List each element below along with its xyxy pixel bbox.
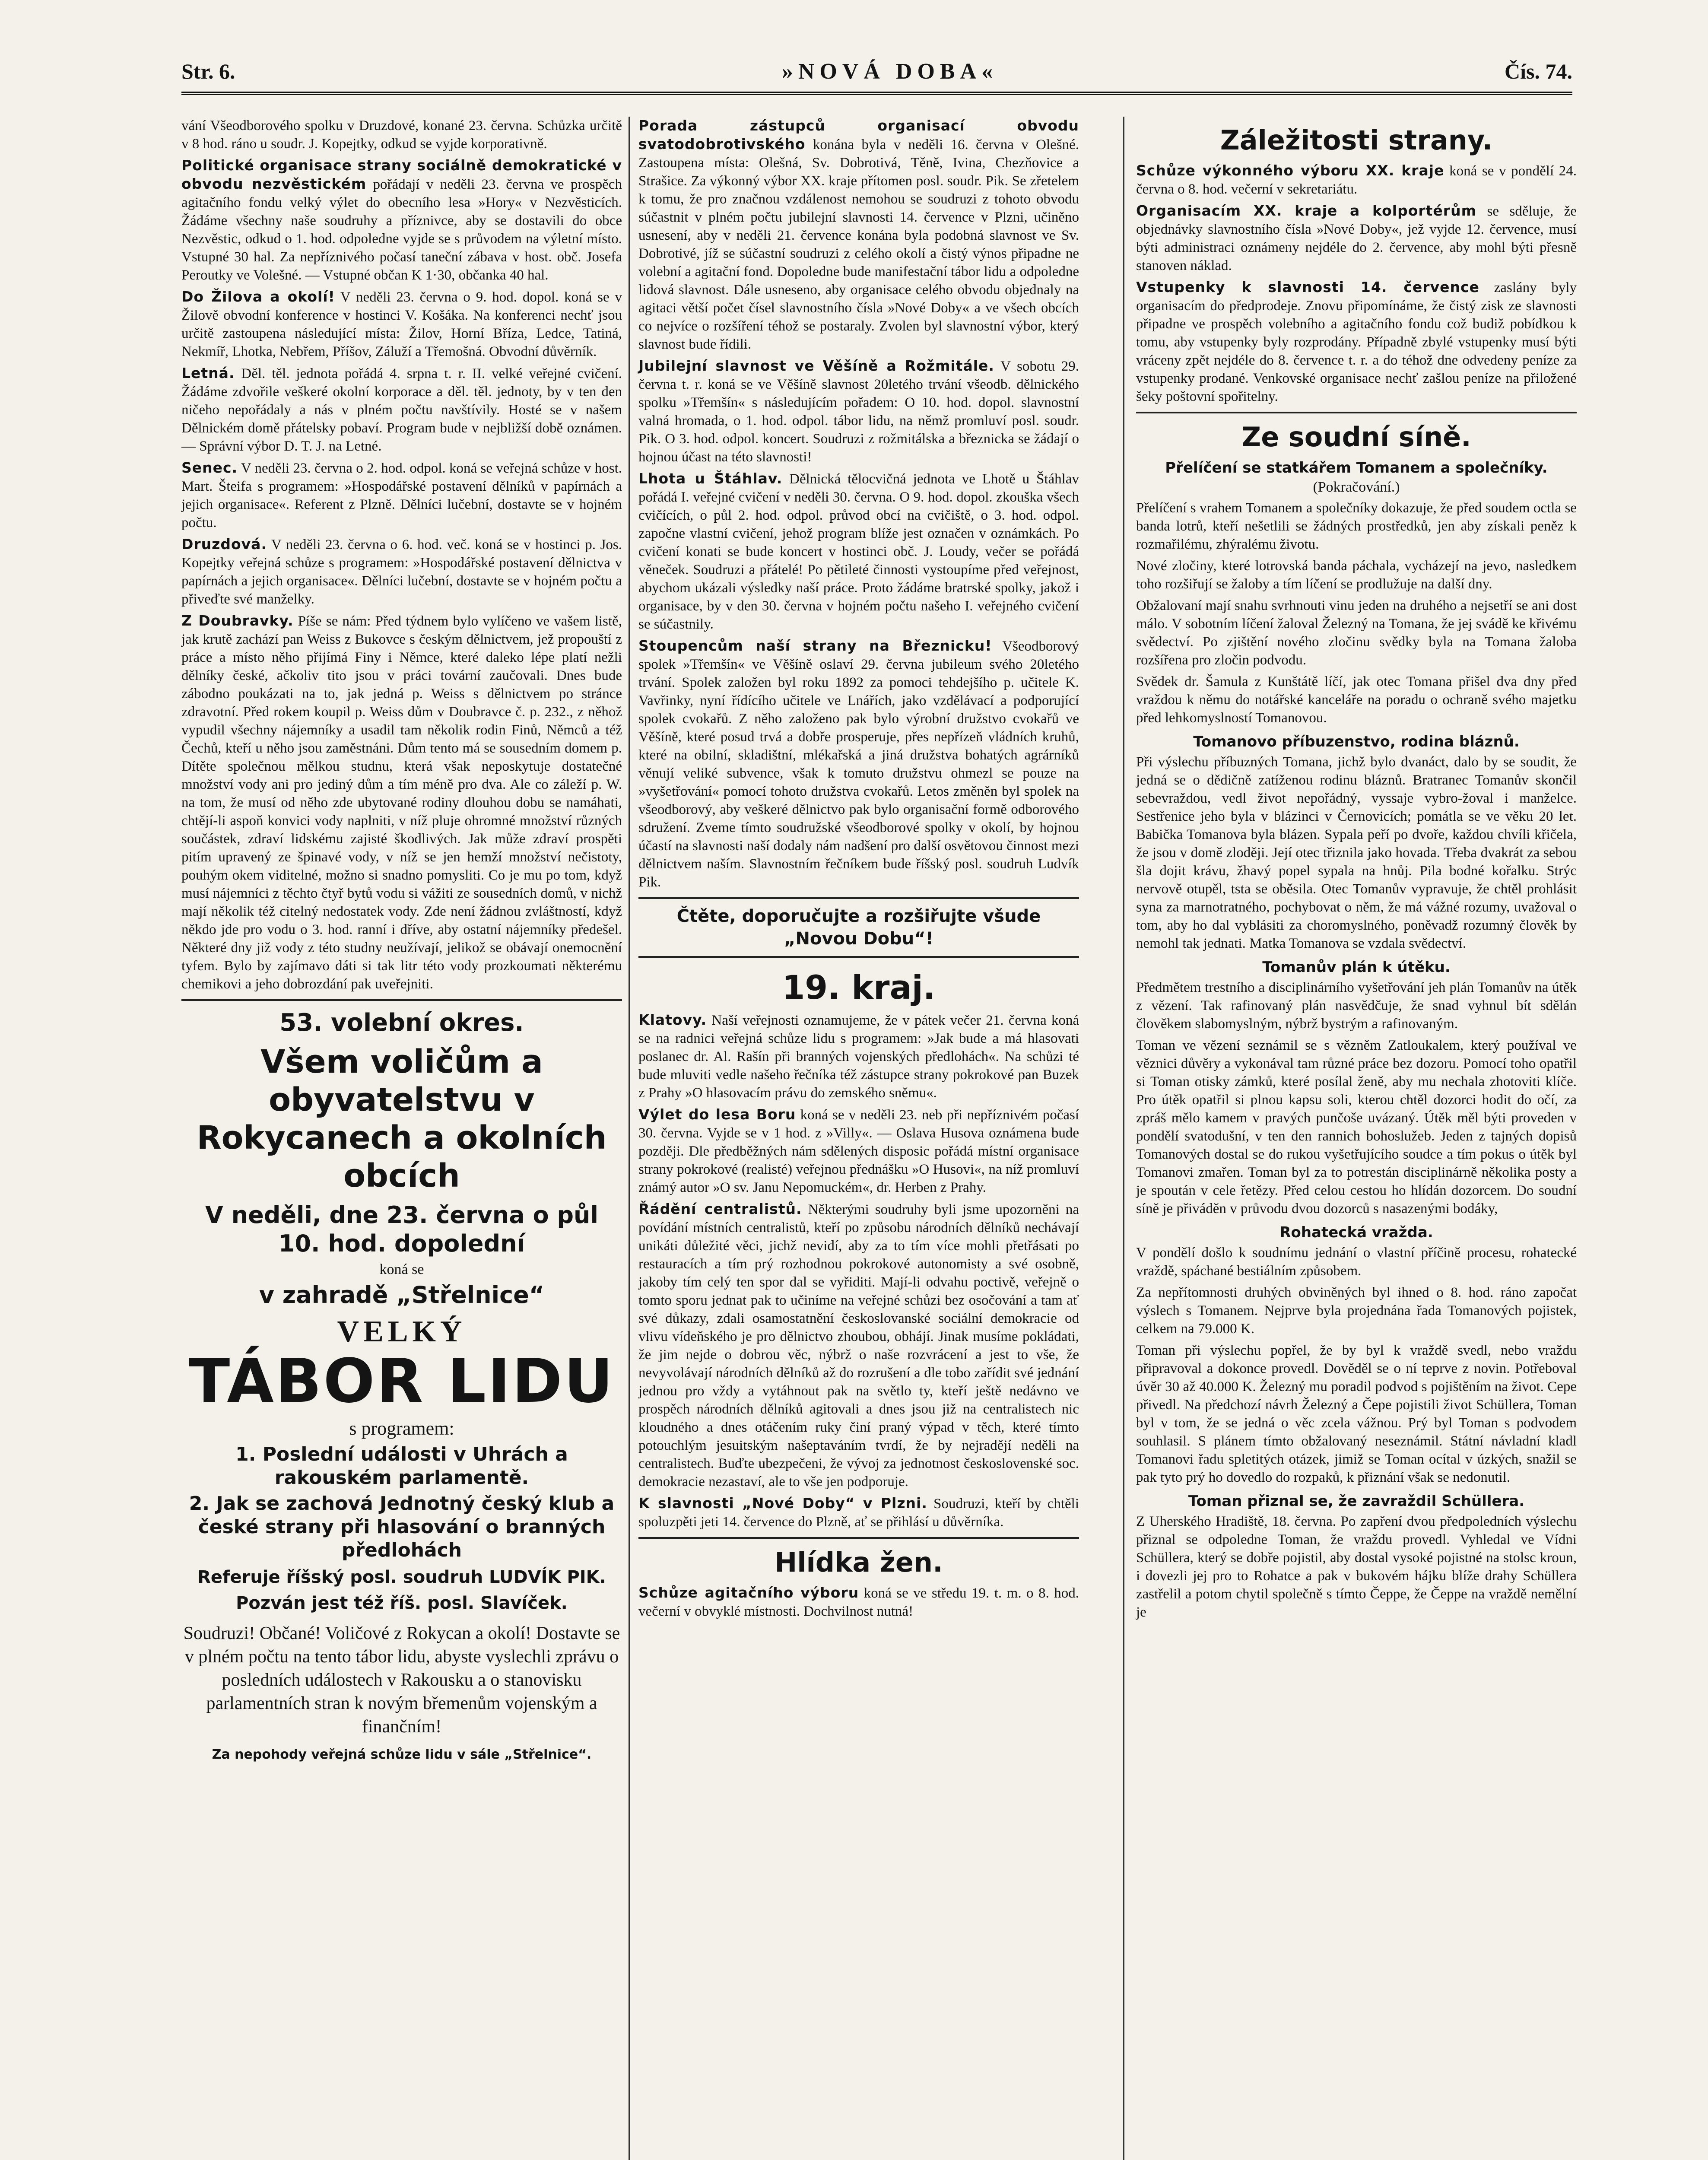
article — [638, 117, 1079, 353]
article — [181, 459, 622, 532]
article-text: Děl. těl. jednota pořádá 4. srpna t. r. II. velké veřejné cvičení. Žádáme zdvořile veškeré okolní korporace a děl. těl. jednoty, by v ten den ničeho nepořádaly a nás v plném počtu navštívily. Hosté se v našem Dělnickém domě přátelsky pobaví. Program bude v nejbližší době oznámen. — Správní výbor D. T. J. na Letné. — [181, 366, 622, 454]
article — [1136, 162, 1577, 198]
article-text: pořádají v neděli 23. června ve prospěch agitačního fondu velký výlet do obecního lesa »Hory« v Nezvěsticích. Žádáme všechny naše soudruhy a příznivce, aby se dostavili do obce Nezvěstic, odkud o 1. hod. odpoledne vyjde se s průvodem na výletní místo. Vstupné 30 hal. Za nepříznivého počasí taneční zábava v host. obč. Josefa Peroutky ve Volešné. — Vstupné občan K 1·30, občanka 40 hal. — [181, 177, 622, 283]
article-text: Přelíčení s vrahem Tomanem a společníky dokazuje, že před soudem octla se banda lotrů, kteří nešetlili se žádných prostředků, jen aby získali peněz k rozmařilému, zhýralému životu. — [1136, 500, 1577, 552]
article-text: V neděli 23. června o 6. hod. več. koná se v hostinci p. Jos. Kopejtky veřejná schůze s programem: »Hospodářské postavení dělnictva v papírnách a jejich organisace«. Dělníci lučební, dostavte se v hojném počtu a přiveďte své manželky. — [181, 537, 622, 607]
ad-tabor-lidu: TÁBOR LIDU — [188, 1346, 615, 1417]
article-text: zaslány byly organisacím do předprodeje. Znovu připomínáme, že čistý zisk ze slavnosti připadne ve prospěch volebního a agitačního fondu což budiž pobídkou k tomu, aby vstupenky byly rozprodány. Případně zbylé vstupenky musí býti vráceny zpět nejdéle do 8. července t. r. a do téhož dne odvedeny peníze za vstupenky prodané. Venkovské organisace nechť zašlou peníze na přiložené šeky poštovní spořitelny. — [1136, 280, 1577, 404]
article-heading: Organisacím XX. kraje a kolportérům — [1136, 202, 1476, 219]
page-number: Str. 6. — [181, 59, 235, 83]
article-text: Za nepřítomnosti druhých obviněných byl ihned o 8. hod. ráno započat výslech s Tomanem. Nejprve byla projednána řada Tomanových pojistek, celkem na 79.000 K. — [1136, 1285, 1577, 1337]
section-divider — [638, 1537, 1079, 1539]
article-text: Soudruzi, kteří by chtěli spoluzpěti jeti 14. července do Plzně, ať se přihlásí u důvěrníka. — [638, 1496, 1079, 1530]
article-text: koná se v neděli 23. neb při nepříznivém počasí 30. června. Vyjde se v 1 hod. z »Villy«. — Oslava Husova oznámena bude později. Dle předběžných nám sdělených disposic pořádá místní organisace strany pokrokové (realisté) veřejnou přednášku »O Husovi«, na níž promluví známý autor »O sv. Janu Nepomuckém«, dr. Herben z Prahy. — [638, 1107, 1079, 1195]
article — [638, 1200, 1079, 1491]
article-text: Předmětem trestního a disciplinárního vyšetřování jeh plán Tomanův na útěk z vězení. Tak rafinovaný plán nasvědčuje, že snad vyhnul bít sdělán člověkem slabomyslným, nýbrž bystrým a rafinovaným. — [1136, 980, 1577, 1032]
article-text: Všeodborový spolek »Třemšín« ve Věšíně oslaví 29. června jubileum svého 20letého trvání. Spolek založen byl roku 1892 za pomoci tehdejšího p. učitele K. Vavřinky, nyní řídícího učitele ve Lnářích, jako vzdělávací a podporující spolek cvokařů. Z něho založeno pak bylo výrobní družstvo cvokařů ve Věšíně, které posud trvá a dobře prosperuje, přes nepřízeň vládních kruhů, které na obilní, skladištní, mlékařská a jiná družstva bohatých agrárníků věnují veliké subvence, však k tomuto družstvu ohmezl se pouze na »vyšetřování« pomocí tohoto družstva cvokařů. Letos změněn byl spolek na všeodborový, aby veškeré dělnictvo pak bylo organisační formě odborového sdružení. Zveme tímto soudružské všeodborové spolky v okolí, by hojnou účastí na slavnosti naší dodaly nám nadšení pro další osvětovou činnost mezi dělnictvem naším. Slavnostním řečníkem bude říšský posl. soudruh Ludvík Pik. — [638, 638, 1079, 890]
article-text: Toman ve vězení seznámil se s vězněm Zatloukalem, který používal ve věznici důvěry a vykonával tam různé práce bez dozoru. Pomocí toho opatřil si Toman otisky zámků, které posílal ženě, aby mu nechala zhotoviti klíče. Pro útěk opatřil si plnou kapsu soli, kterou chtěl dozorci hodit do očí, za zpráš mělo kamem v pravých punčoše uvázaný. Útěk měl býti proveden v pondělí svatodušní, v ten den rannich bohoslužeb. Jeden z tajných dopisů Tomanových dostal se do rukou vyšetřujícího soudce a tím pokus o útěk byl Tomanovi zmařen. Toman byl za to potrestán disciplinárně několika posty a je spoután v cele řetězy. Před celou cestou ho hlídán dozorcem. Do soudní síně je přiváděn v průvodu dvou dozorců s nasazenými bodáky, — [1136, 1038, 1577, 1217]
article-heading: K slavnosti „Nové Doby“ v Plzni. — [638, 1495, 927, 1512]
column-2 — [638, 117, 1079, 1624]
article-heading: Senec. — [181, 459, 238, 476]
article-text: Nové zločiny, které lotrovská banda páchala, vycházejí na jevo, nasledkem toho rozšiřují se žaloby a tím líčení se prodlužuje na další dny. — [1136, 558, 1577, 592]
column-3 — [1136, 117, 1577, 1625]
article-text: Z Uherského Hradiště, 18. června. Po zapření dvou předpoledních výslechu přiznal se odpoledne Toman, že vraždu provedl. Vyhledal ve Vídni Schüllera, který se dobře pojistil, aby dostal vysoké pojistné na stolsc kroun, i dovezli jej pro to Rohatce a pak v bukovém hájku blíže drahy Schüllera zastřelil a potom chytil společně s tímto Čeppe, že Čeppe na vraždě nemělní je — [1136, 1514, 1577, 1620]
rally-advertisement — [181, 1009, 622, 1762]
issue-number: Čís. 74. — [1505, 59, 1572, 83]
article — [638, 470, 1079, 633]
ad-headline: Všem voličům a obyvatelstvu v Rokycanech a okolních obcích — [197, 1043, 607, 1194]
article-heading: Letná. — [181, 365, 235, 381]
continuation-note: (Pokračování.) — [1313, 479, 1400, 495]
column-1 — [181, 117, 622, 1762]
article-text: Obžalovaní mají snahu svrhnouti vinu jeden na druhého a nejsetří se ani dost málo. V sobotním líčení žaloval Železný na Tomana, že jej svádě ke křivému svědectví. Po zjištění nového zločinu svědky byla na Tomana žaloba rozšířena pro zločin podvodu. — [1136, 598, 1577, 668]
section-title-hlidka-zen: Hlídka žen. — [775, 1547, 943, 1578]
article-text: Píše se nám: Před týdnem bylo vylíčeno ve vašem listě, jak krutě zachází pan Weiss z Bukovce s českým dělnictvem, jež propouští z práce a místo něho přijímá Finy i Němce, které daleko lépe platí nežli dělníky české, ačkoliv tito jsou v práci tovární zaučovali. Dnes bude zábodno poukázati na to, jak jedná p. Weiss s dělnictvem po stránce zdravotní. Před rokem koupil p. Weiss dům v Doubravce č. p. 232., z něhož vypudil všechny nájemníky a usadil tam několik rodin Finů, Němců a též Čechů, kteří u něho jsou zaměstnáni. Dům tento má se sousedním domem p. Dítěte společnou mělkou studnu, která však neposkytuje dostatečné množství vody ani pro jediný dům a tím méně pro dva. Ale co záleží p. W. na tom, že musí od něho zde ubytované rodiny dlouhou dobu se namáhati, chtějí-li aspoň konvici vody naplniti, v níž pluje ohromné množství různých součástek, zdraví lidskému zajisté škodlivých. Jak může zdraví prospěti pitím upravený ze špinavé vody, v níž se jen hemží množství nečistoty, pouhým okem viditelné, možno si snadno pomysliti. Co je mu po tom, když musí nájemníci z těchto čtyř bytů vodu si vážiti ze sousedních domů, v nichž mají několik též citelný nedostatek vody. Zde není žádnou zvláštností, když někdo jde pro vodu o 3. hod. ranní i dříve, aby ostatní nájemníky předešel. Některé dny již vody z této studny neužívají, jelikož se obávají onemocnění tyfem. Bylo by zajímavo dáti si tak litr této vody prozkoumati některému chemikovi a jeho dobrozdání pak uveřejniti. — [181, 613, 622, 992]
ad-district: 53. volební okres. — [279, 1009, 524, 1037]
article-heading: Schůze agitačního výboru — [638, 1584, 859, 1601]
ad-appeal: Soudruzi! Občané! Voličové z Rokycan a okolí! Dostavte se v plném počtu na tento tábor lidu, abyste vyslechli zprávu o posledních událostech v Rakousku a o stanovisku parlamentních stran k novým břemenům vojenským a finančním! — [183, 1623, 620, 1737]
article-heading: Do Žilova a okolí! — [181, 288, 335, 305]
ad-program-item: 2. Jak se zachová Jednotný český klub a české strany při hlasování o branných předlohách — [189, 1493, 615, 1561]
section-divider — [638, 956, 1079, 958]
section-divider — [638, 897, 1079, 899]
article — [638, 1105, 1079, 1197]
section-title-courtroom: Ze soudní síně. — [1241, 421, 1471, 453]
ad-speaker: Referuje říšský posl. soudruh LUDVÍK PIK. — [197, 1567, 606, 1587]
article-text: se sděluje, že objednávky slavnostního čísla »Nové Doby«, jež vyjde 12. července, musí býti administraci oznámeny nejdéle do 2. července, aby mohl býti přesně stanoven náklad. — [1136, 203, 1577, 273]
article — [1136, 278, 1577, 406]
article-heading: Porada zástupců organisací obvodu svatodobrotivského — [638, 117, 1079, 152]
article-text: Dělnická tělocvičná jednota ve Lhotě u Štáhlav pořádá I. veřejné cvičení v neděli 30. června. O 9. hod. dopol. zkouška všech cvičících, o půl 2. hod. odpol. průvod obcí na cvičiště, o 3. hod. odpol. započne vlastní cvičení, jehož program blíže jest označen v oznámkách. Po cvičení konati se bude koncert v hostinci obč. J. Loudy, večer se pořádá věneček. Soudruzi a přátelé! Po pětileté činnosti vystoupíme před veřejnost, abychom ukázali výsledky naší práce. Proto žádáme bratrské spolky, jakož i organisace, by v den 30. června v hojném počtu našeho I. veřejného cvičení se súčastnily. — [638, 471, 1079, 632]
article-text: koná se ve středu 19. t. m. o 8. hod. večerní v obvyklé místnosti. Dochvilnost nutná! — [638, 1585, 1079, 1619]
article-heading: Vstupenky k slavnosti 14. července — [1136, 279, 1479, 295]
article-text: V neděli 23. června o 2. hod. odpol. koná se veřejná schůze v host. Mart. Šteifa s programem: »Hospodářské postavení dělníků v papírnách a jejich organisace«. Referent z Plzně. Dělníci lučební, dostavte se v hojném počtu. — [181, 461, 622, 530]
article-signature: Obvodní důvěrník. — [489, 344, 597, 359]
article-text: Svědek dr. Šamula z Kunštátě líčí, jak otec Tomana přišel dva dny před vraždou k němu do notářské kanceláře na poradu o ochraně svého majetku před lehkomyslností Tomanovou. — [1136, 674, 1577, 726]
article — [181, 364, 622, 455]
article-subheading: Přelíčení se statkářem Tomanem a společníky. — [1165, 459, 1548, 476]
article-heading: Druzdová. — [181, 536, 267, 553]
article-heading: Schůze výkonného výboru XX. kraje — [1136, 162, 1444, 179]
article — [181, 156, 622, 284]
article-text: V pondělí došlo k soudnímu jednání o vlastní příčině procesu, rohatecké vraždě, spáchané bestiálním způsobem. — [1136, 1245, 1577, 1279]
article-heading: Politické organisace strany sociálně demokratické v obvodu nezvěstickém — [181, 157, 622, 192]
article-heading: Jubilejní slavnost ve Věšíně a Rožmitále. — [638, 357, 994, 374]
article-heading: Výlet do lesa Boru — [638, 1106, 796, 1123]
masthead-rule — [181, 92, 1572, 95]
ad-program-label: s programem: — [349, 1418, 454, 1439]
article-subheading: Tomanovo příbuzenstvo, rodina bláznů. — [1193, 733, 1520, 750]
article-subheading: Tomanův plán k útěku. — [1262, 959, 1451, 976]
article-heading: Z Doubravky. — [181, 612, 294, 629]
ad-invited: Pozván jest též říš. posl. Slavíček. — [236, 1593, 568, 1613]
column-divider-1 — [629, 117, 630, 2160]
article — [181, 288, 622, 361]
ad-velky: VELKÝ — [337, 1315, 467, 1348]
readership-appeal: Čtěte, doporučujte a rozšiřujte všude „Novou Dobu“! — [676, 906, 1041, 949]
article-text: Naší veřejnosti oznamujeme, že v pátek večer 21. června koná se na radnici veřejná schůze lidu s programem: »Jak bude a má hlasovati poslanec dr. Al. Rašín při branných vojenských předlohách«. Na schůzi té bude mluviti vedle našeho řečníka též zástupce strany pokrokové pan Buzek z Prahy »O hlasovacím právu do zemského sněmu«. — [638, 1013, 1079, 1101]
article — [181, 535, 622, 608]
section-title-party-affairs: Záležitosti strany. — [1220, 124, 1493, 156]
article-text: vání Všeodborového spolku v Druzdové, konané 23. června. Schůzka určitě v 8 hod. ráno u soudr. J. Kopejtky, odkud se vyjde korporativně. — [181, 118, 622, 152]
article — [638, 357, 1079, 466]
paper-name: »NOVÁ DOBA« — [781, 59, 998, 84]
section-title-19-kraj: 19. kraj. — [782, 968, 936, 1007]
article — [638, 1494, 1079, 1531]
ad-date: V neděli, dne 23. června o půl 10. hod. dopolední — [205, 1201, 598, 1257]
column-divider-2 — [1123, 117, 1124, 2160]
ad-program-item: 1. Poslední události v Uhrách a rakouském parlamentě. — [235, 1443, 568, 1489]
article-text: Některými soudruhy byli jsme upozorněni na povídání místních centralistů, kteří po způsobu národních dělníků nechávají unikáti důležité věci, jichž nevidí, aby za to tím více mohli přetřásati po restauracích a tím prý rozhodnou pokrokové autonomisty a své osobně, jakoby tím celý ten spor dal se vyřiditi. Mají-li odvahu poctivě, veřejně o tomto sporu jednat pak to učiníme na veřejné schůzi bez osočování a tam ať své důkazy, zdali osamostatnění českoslovanské sociální demokracie od vlivu vídeňského je pro dělnictvo zhoubou, obhájí. Jinak musíme pokládati, že jim nejde o dobrou věc, nýbrž o naše rozvrácení a jest to vše, že nevyvolávají národních dělníků až do rozrušení a dle tobo zařídit své jednání jednou pro vždy a vytáhnout pak na světlo ty, kteří ještě nedávno ve prospěch národních dělníků agitovali a dnes jsou již na centralistech nic kloudného a dnes otáčením ruky činí praný výpad v těch, které tímto potouchlým jesuitským našeptaváním tvrdí, že by nejradějí neděli na centralistech. Buďte ubezpečeni, že vývoj za jednotnost československé soc. demokracie nezastaví, ale to vše jen podporuje. — [638, 1202, 1079, 1490]
article-heading: Řádění centralistů. — [638, 1201, 802, 1217]
article-text: V sobotu 29. června t. r. koná se ve Věšíně slavnost 20letého trvání všeodb. dělnického spolku »Třemšín« s následujícím pořadem: O 10. hod. dopol. slavnostní valná hromada, o 1. hod. odpol. tábor lidu, na němž promluví posl. soudr. Pik. O 3. hod. odpol. koncert. Soudruzi z rožmitálska a březnicka se žádají o hojnou účast na této slavnosti! — [638, 359, 1079, 465]
article-heading: Stoupencům naší strany na Březnicku! — [638, 637, 992, 654]
article — [1136, 202, 1577, 275]
article — [638, 1011, 1079, 1102]
ad-place: v zahradě „Střelnice“ — [259, 1281, 545, 1309]
article-text: Toman při výslechu popřel, že by byl k vraždě svedl, nebo vraždu připravoval a dokonce provedl. Dověděl se o ní teprve z novin. Potřeboval úvěr 30 až 40.000 K. Železný mu poradil podvod s pojištěním na život. Cepe přivedl. Na předchozí návrh Železný a Čepe pojistili život Schüllera, Toman byl v tom, že se jedná o věc zcela vážnou. Prý byl Toman s podvodem souhlasil. S plánem tímto obžalovaný neseznámil. Státní návladní kladl Tomanovi řadu spletitých otázek, jimiž se Toman ocítal v úzkých, snažil se pak tyto prý ho dovedlo do rozpaků, k přiznání však se nedonutil. — [1136, 1343, 1577, 1485]
article-subheading: Toman přiznal se, že zavraždil Schüllera. — [1188, 1493, 1525, 1510]
ad-footer: Za nepohody veřejná schůze lidu v sále „Střelnice“. — [212, 1747, 592, 1762]
section-divider — [181, 999, 622, 1001]
article — [638, 637, 1079, 891]
article-subheading: Rohatecká vražda. — [1279, 1224, 1433, 1241]
article — [638, 1584, 1079, 1620]
masthead — [181, 59, 1572, 89]
article — [181, 612, 622, 993]
ad-kona-se: koná se — [379, 1261, 424, 1277]
article-heading: Klatovy. — [638, 1011, 707, 1028]
article-text: Při výslechu příbuzných Tomana, jichž bylo dvanáct, dalo by se soudit, že jedná se o dědičně zatíženou rodinu bláznů. Bratranec Tomanův skončil sebevraždou, vedl život nepořádný, vyssaje vybro-žoval i manželce. Sestřenice jeho byla v blázinci v Černovicích; pomátla se ve věku 20 let. Babička Tomanova byla blázen. Sypala peří po dvoře, každou chvíli křičela, že jsou v domě zloději. Její otec třiznila jako hovada. Třeba dvakrát za sebou šla dojit krávu, žhavý popel sypala na hnůj. Pila bodné kořalku. Strýc nervově otupěl, tsta se oběsila. Otec Tomanův vypravuje, že chtěl prohlásit syna za marnotratného, pochybovat o něm, že má vážné rozumy, uvažoval o tom, aby ho dal vyblásiti za choromyslného, poněvadž rozumný člověk by nemohl tak jednati. Matka Tomanova se vzdala svědectví. — [1136, 754, 1577, 951]
article-text: V neděli 23. června o 9. hod. dopol. koná se v Žilově obvodní konference v hostinci V. Košáka. Na konferenci nechť jsou určitě zastoupena následující místa: Žilov, Horní Bříza, Ledce, Tatiná, Nekmíř, Lhotka, Nebřem, Příšov, Záluží a Třemošná. — [181, 289, 622, 359]
article-text: koná se v pondělí 24. června o 8. hod. večerní v sekretariátu. — [1136, 163, 1577, 197]
section-divider — [1136, 412, 1577, 413]
article-heading: Lhota u Štáhlav. — [638, 470, 783, 487]
article-text: konána byla v neděli 16. června v Olešné. Zastoupena místa: Olešná, Sv. Dobrotivá, Těně, Ivina, Chezňovice a Strašice. Za výkonný výbor XX. kraje přítomen posl. soudr. Pik. Se zřetelem k tomu, že pro značnou vzdálenost nemohou se soudruzi z tohoto obvodu súčastnit v plném počtu jubilejní slavnosti 14. července v Plzni, učiněno usnesení, aby v neděli 21. července konána byla podobná slavnost ve Sv. Dobrotivé, jíž se súčastní soudruzi z celého okolí a čistý výnos připadne ne volební a agitační fond. Dopoledne bude manifestační tábor lidu a odpoledne lidová slavnost. Dále usneseno, aby organisace celého obvodu objednaly na agitaci větší počet čísel slavnostního čísla »Nové Doby« a ve všech obcích co nejvíce o rozšíření téhož se postaraly. Zvolen byl slavnostní výbor, který slavnost bude řídili. — [638, 137, 1079, 352]
